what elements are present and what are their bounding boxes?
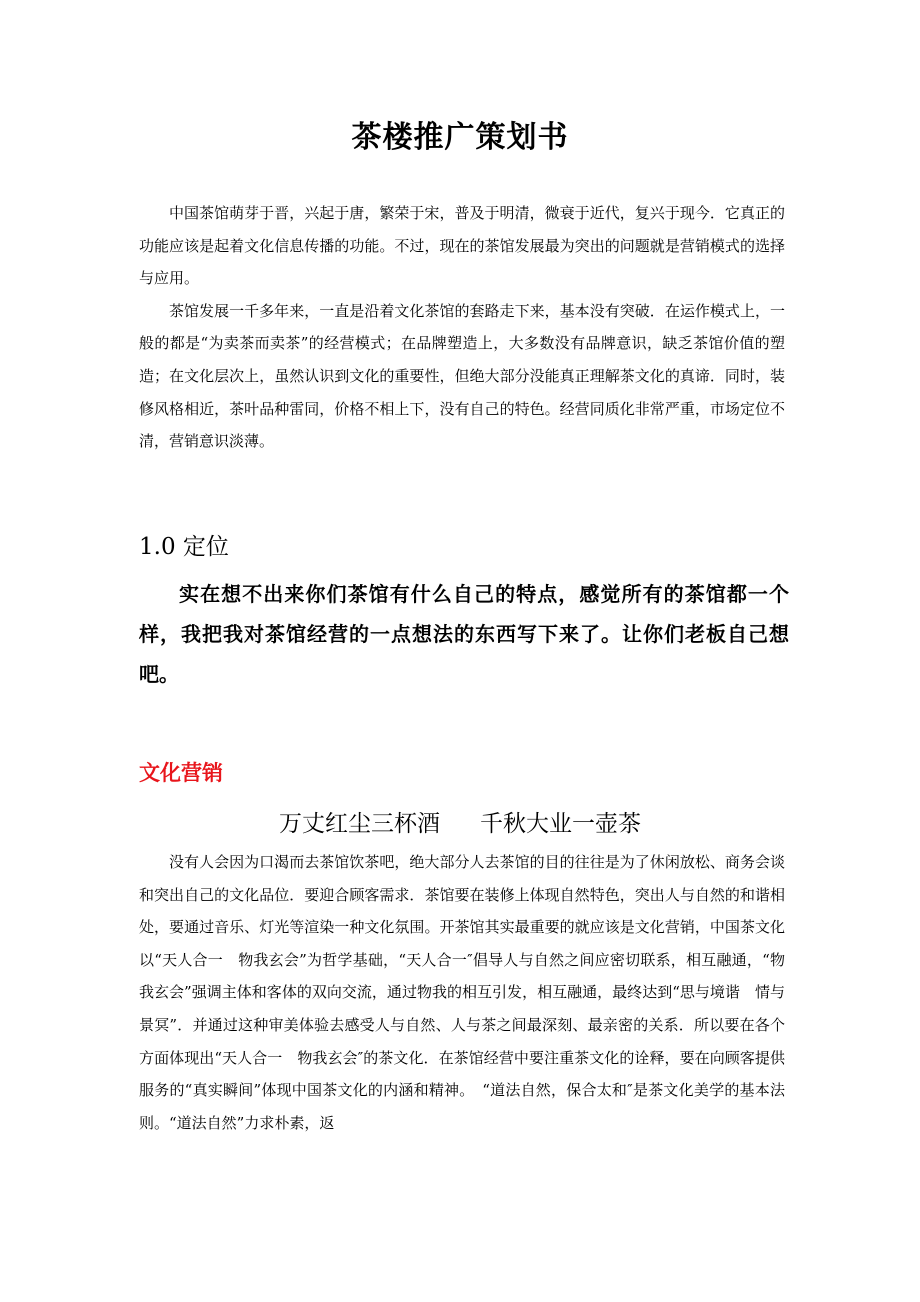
intro-section <box>139 197 785 458</box>
page-title: 茶楼推广策划书 <box>351 120 569 155</box>
couplet-right: 千秋大业一壶茶 <box>480 811 641 837</box>
culture-section-body <box>139 846 785 1139</box>
culture-paragraph: 没有人会因为口渴而去茶馆饮茶吧，绝大部分人去茶馆的目的往往是为了休闲放松、商务会谈和突出自己的文化品位．要迎合顾客需求．茶馆要在装修上体现自然特色，突出人与自然的和谐相处，要通过音乐、灯光等渲染一种文化氛围。开茶馆其实最重要的就应该是文化营销，中国茶文化以“天人合一 物我玄会”为哲学基础，“天人合一″倡导人与自然之间应密切联系，相互融通，“物我玄会”强调主体和客体的双向交流，通过物我的相互引发，相互融通，最终达到“思与境谐 情与景冥”．并通过这种审美体验去感受人与自然、人与茶之间最深刻、最亲密的关系．所以要在各个方面体现出“天人合一 物我玄会″的茶文化．在茶馆经营中要注重茶文化的诠释，要在向顾客提供服务的“真实瞬间”体现中国茶文化的内涵和精神。 “道法自然，保合太和″是茶文化美学的基本法则。“道法自然”力求朴素，返 <box>139 853 785 1132</box>
tea-couplet <box>0 805 920 838</box>
intro-paragraph-1: 中国茶馆萌芽于晋，兴起于唐，繁荣于宋，普及于明清，微衰于近代，复兴于现今．它真正的功能应该是起着文化信息传播的功能。不过，现在的茶馆发展最为突出的问题就是营销模式的选择与应用。 <box>139 204 785 288</box>
intro-paragraph-2: 茶馆发展一千多年来，一直是沿着文化茶馆的套路走下来，基本没有突破．在运作模式上，一般的都是“为卖茶而卖茶”的经营模式；在品牌塑造上，大多数没有品牌意识，缺乏茶馆价值的塑造；在文化层次上，虽然认识到文化的重要性，但绝大部分没能真正理解茶文化的真谛．同时，装修风格相近，茶叶品种雷同，价格不相上下，没有自己的特色。经营同质化非常严重，市场定位不清，营销意识淡薄。 <box>139 301 785 451</box>
positioning-bold-paragraph: 实在想不出来你们茶馆有什么自己的特点，感觉所有的茶馆都一个样，我把我对茶馆经营的一点想法的东西写下来了。让你们老板自己想吧。 <box>139 582 789 686</box>
couplet-left: 万丈红尘三杯酒 <box>279 811 440 837</box>
positioning-heading: 1.0 定位 <box>139 534 229 560</box>
culture-marketing-heading: 文化营销 <box>139 761 223 785</box>
